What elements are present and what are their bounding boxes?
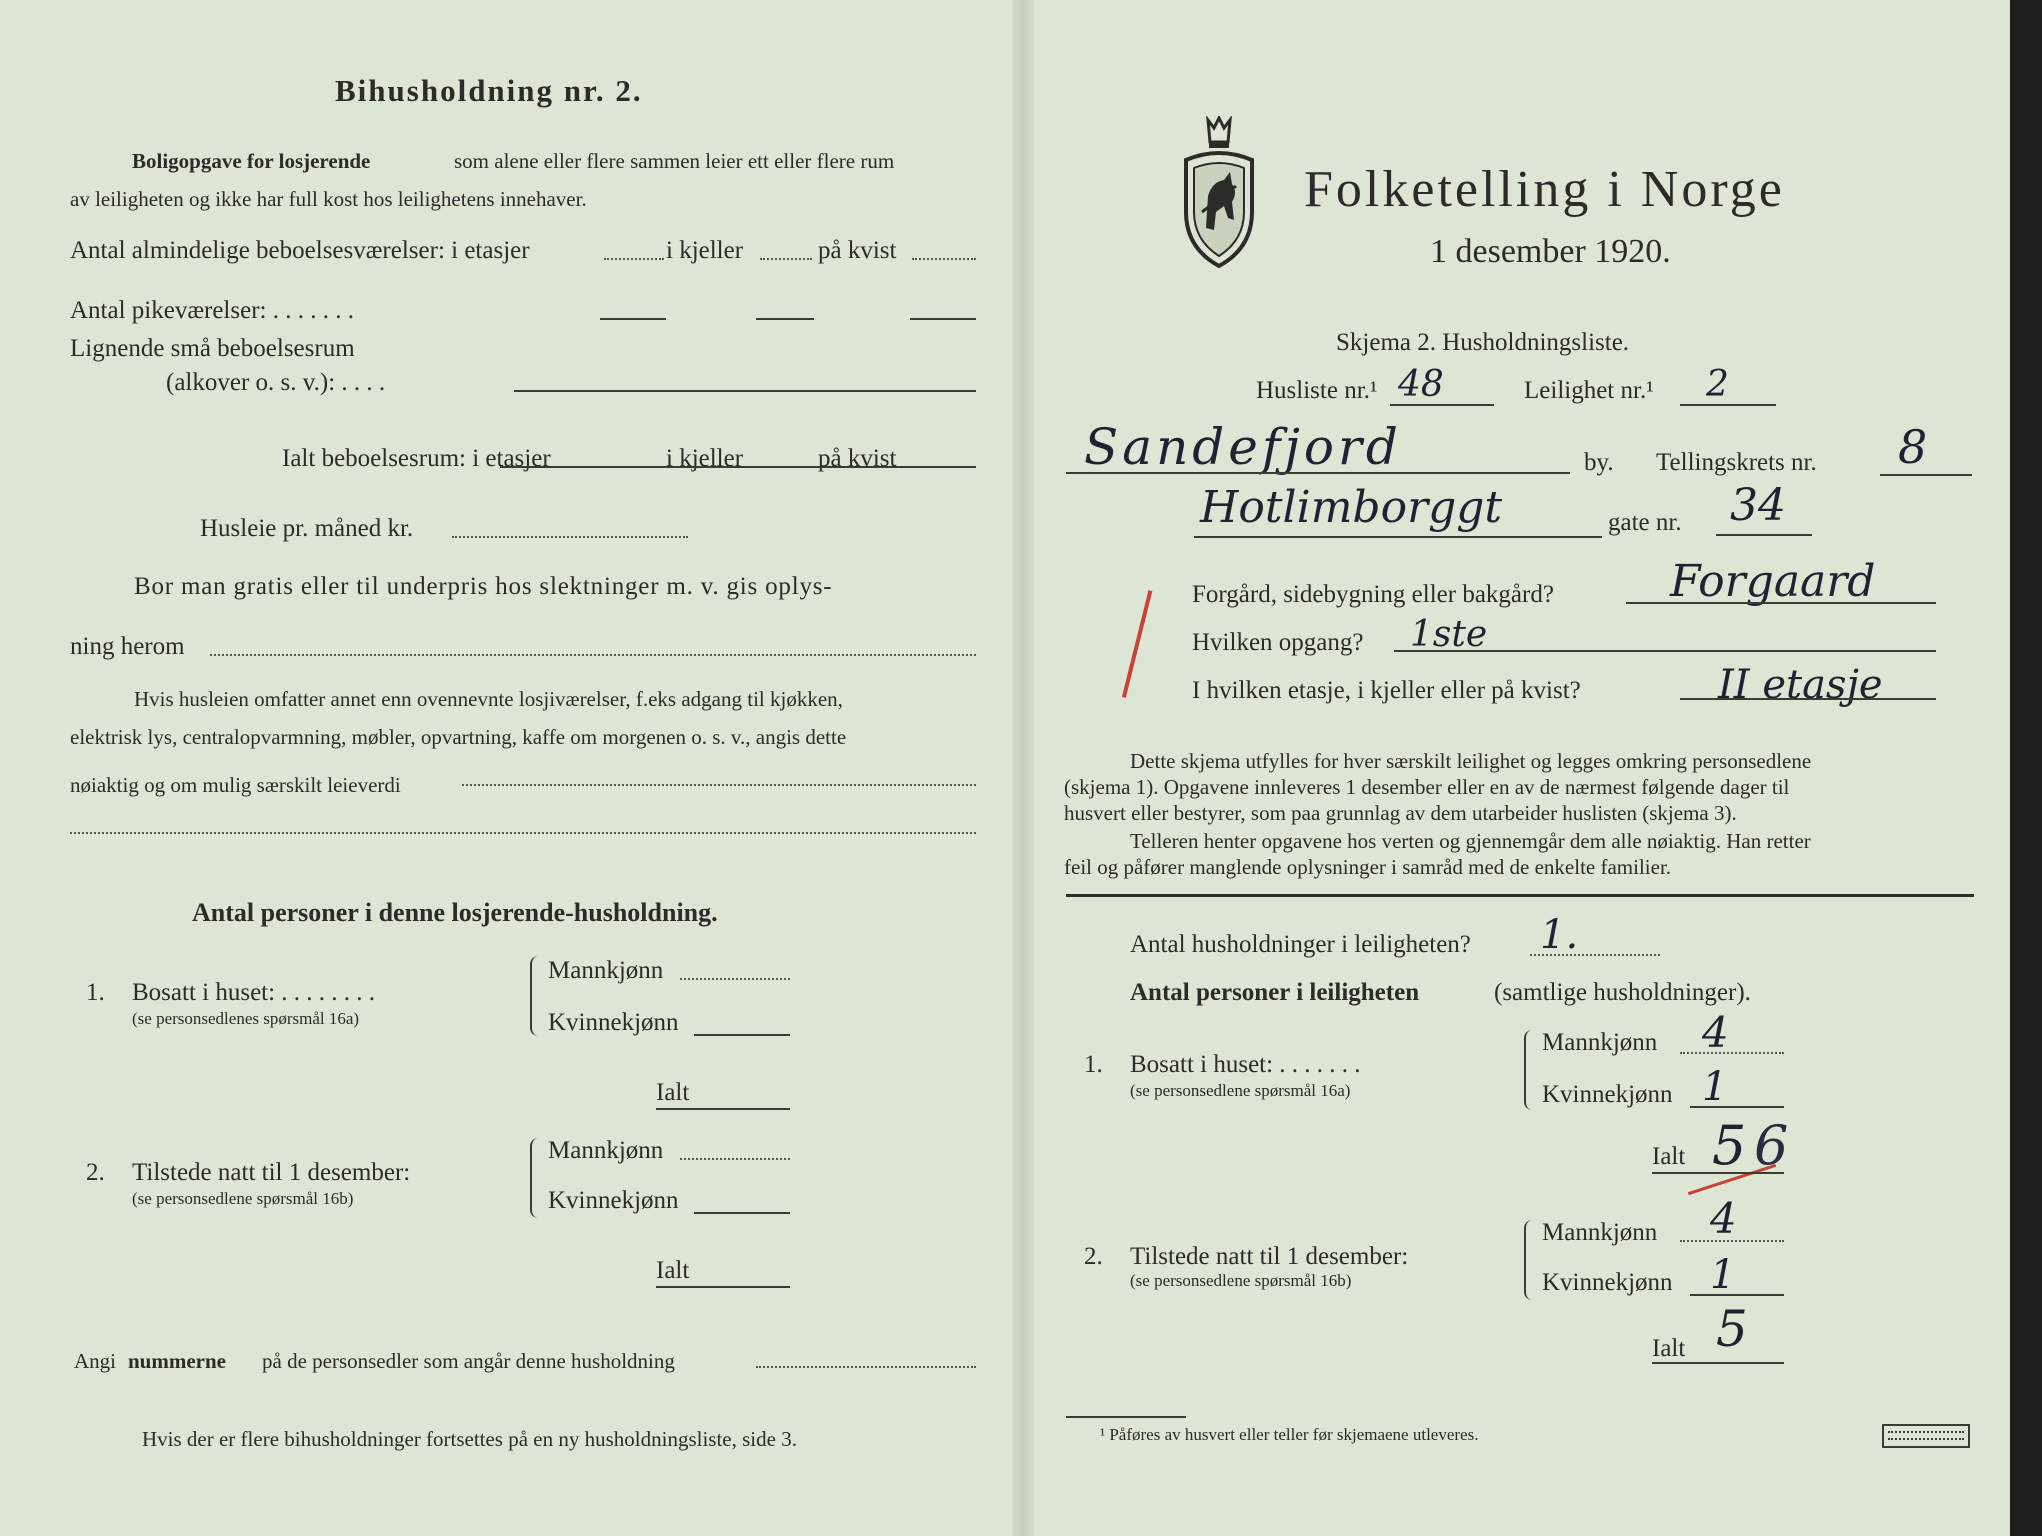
left-q1-mann-label: Mannkjønn: [548, 957, 664, 984]
ialt-kjeller-label: i kjeller: [666, 445, 744, 472]
husleie-label: Husleie pr. måned kr.: [200, 515, 414, 542]
opgang-field[interactable]: [1394, 650, 1936, 652]
antal-hush-value: 1.: [1540, 912, 1579, 958]
left-q1-num: 1.: [86, 979, 105, 1006]
gate-nr-value: 34: [1730, 480, 1786, 531]
right-q1-ialt-field[interactable]: [1652, 1172, 1784, 1174]
left-q2-kvinne-label: Kvinnekjønn: [548, 1187, 679, 1214]
right-q2-kvinne-label: Kvinnekjønn: [1542, 1269, 1673, 1296]
gate-value: Hotlimborggt: [1200, 482, 1503, 533]
lignende-label-1: Lignende små beboelsesrum: [70, 335, 355, 362]
right-q1-ialt-value: 5: [1712, 1114, 1747, 1177]
right-q1-mann-label: Mannkjønn: [1542, 1029, 1658, 1056]
red-pencil-mark-icon: [1122, 590, 1160, 700]
rooms-kjeller-label: i kjeller: [666, 237, 744, 264]
gate-field[interactable]: [1194, 536, 1602, 538]
left-title: Bihusholdning nr. 2.: [335, 73, 643, 108]
by-field[interactable]: [1066, 472, 1570, 474]
left-q1-sub: (se personsedlenes spørsmål 16a): [132, 1009, 360, 1028]
footnote-text: ¹ Påføres av husvert eller teller før skjemaene utleveres.: [1100, 1425, 1479, 1444]
bor-text-2: ning herom: [70, 633, 185, 660]
rooms-kvist-field[interactable]: [912, 258, 976, 260]
printer-stamp-icon: [1882, 1424, 1970, 1448]
right-q2-sub: (se personsedlene spørsmål 16b): [1130, 1271, 1352, 1290]
ialt-rooms-label: Ialt beboelsesrum: i etasjer: [282, 445, 551, 472]
right-q1-kvinne-value: 1: [1702, 1064, 1728, 1110]
bor-field[interactable]: [210, 654, 976, 656]
husliste-field[interactable]: [1390, 404, 1494, 406]
right-q2-num: 2.: [1084, 1243, 1103, 1270]
forgard-label: Forgård, sidebygning eller bakgård?: [1192, 581, 1554, 608]
opgang-value: 1ste: [1410, 614, 1488, 655]
left-q1-kvinne-field[interactable]: [694, 1034, 790, 1036]
rooms-label: Antal almindelige beboelsesværelser: i etasjer: [70, 237, 530, 264]
right-q2-mann-label: Mannkjønn: [1542, 1219, 1658, 1246]
pike-kjeller-field[interactable]: [756, 318, 814, 320]
left-q1-ialt-field[interactable]: [656, 1108, 790, 1110]
opgang-label: Hvilken opgang?: [1192, 629, 1364, 656]
right-date: 1 desember 1920.: [1430, 233, 1671, 270]
angi-field[interactable]: [756, 1366, 976, 1368]
antal-hush-field[interactable]: [1530, 954, 1660, 956]
left-q1-brace: [530, 956, 542, 1036]
tellingskrets-value: 8: [1898, 420, 1928, 474]
antal-hush-label: Antal husholdninger i leiligheten?: [1130, 931, 1471, 958]
section-divider: [1066, 894, 1974, 897]
left-q2-kvinne-field[interactable]: [694, 1212, 790, 1214]
instruction-2: (skjema 1). Opgavene innleveres 1 desember eller en av de nærmest følgende dager til: [1064, 775, 1790, 799]
right-q2-mann-field[interactable]: [1680, 1240, 1784, 1242]
hvis-text-2: elektrisk lys, centralopvarmning, møbler, opvartning, kaffe om morgenen o. s. v., angis dette: [70, 725, 847, 749]
page-fold: [1012, 0, 1034, 1536]
right-q2-brace: [1524, 1220, 1536, 1300]
gate-nr-field[interactable]: [1716, 534, 1812, 536]
gate-nr-label: gate nr.: [1608, 509, 1682, 536]
intro-rest-2: av leiligheten og ikke har full kost hos leilighetens innehaver.: [70, 187, 587, 211]
pike-etasje-field[interactable]: [600, 318, 666, 320]
etasje-value: II etasje: [1718, 662, 1883, 708]
rooms-kjeller-field[interactable]: [760, 258, 812, 260]
antal-pers-rest: (samtlige husholdninger).: [1494, 979, 1751, 1006]
right-q1-mann-value: 4: [1702, 1008, 1729, 1057]
angi-a: Angi: [74, 1349, 116, 1373]
by-value: Sandefjord: [1084, 418, 1402, 476]
right-q2-ialt-value: 5: [1716, 1300, 1748, 1358]
footnote-rule: [1066, 1416, 1186, 1418]
forgard-field[interactable]: [1626, 602, 1936, 604]
scan-edge: [2010, 0, 2042, 1536]
leilighet-field[interactable]: [1680, 404, 1776, 406]
husliste-value: 48: [1398, 364, 1444, 405]
right-q1-ialt-label: Ialt: [1652, 1143, 1686, 1170]
ialt-rooms-field[interactable]: [500, 466, 976, 468]
rooms-etasje-field[interactable]: [604, 258, 664, 260]
left-q1-mann-field[interactable]: [680, 978, 790, 980]
hvis-text-1: Hvis husleien omfatter annet enn ovennevnte losjiværelser, f.eks adgang til kjøkken,: [134, 687, 843, 711]
left-q2-mann-field[interactable]: [680, 1158, 790, 1160]
skjema-label: Skjema 2. Husholdningsliste.: [1336, 329, 1630, 356]
right-q1-num: 1.: [1084, 1051, 1103, 1078]
left-footer: Hvis der er flere bihusholdninger fortsettes på en ny husholdningsliste, side 3.: [142, 1427, 797, 1451]
etasje-label: I hvilken etasje, i kjeller eller på kvist?: [1192, 677, 1581, 704]
right-q2-ialt-field[interactable]: [1652, 1362, 1784, 1364]
angi-b: nummerne: [128, 1349, 226, 1373]
right-q2-label: Tilstede natt til 1 desember:: [1130, 1243, 1409, 1270]
left-q1-ialt-label: Ialt: [656, 1079, 690, 1106]
left-q2-sub: (se personsedlene spørsmål 16b): [132, 1189, 354, 1208]
leilighet-value: 2: [1706, 364, 1729, 405]
rooms-kvist-label: på kvist: [818, 237, 897, 264]
right-q2-ialt-label: Ialt: [1652, 1335, 1686, 1362]
left-q1-label: Bosatt i huset: . . . . . . . .: [132, 979, 376, 1006]
left-q1-kvinne-label: Kvinnekjønn: [548, 1009, 679, 1036]
hvis-text-3: nøiaktig og om mulig særskilt leieverdi: [70, 773, 401, 797]
left-q2-brace: [530, 1138, 542, 1218]
right-q1-sub: (se personsedlene spørsmål 16a): [1130, 1081, 1351, 1100]
angi-c: på de personsedler som angår denne husholdning: [262, 1349, 675, 1373]
husleie-field[interactable]: [452, 536, 688, 538]
antal-pers-bold: Antal personer i leiligheten: [1130, 979, 1420, 1006]
left-q2-ialt-label: Ialt: [656, 1257, 690, 1284]
right-q1-mann-field[interactable]: [1680, 1052, 1784, 1054]
leilighet-label: Leilighet nr.¹: [1524, 377, 1654, 404]
instruction-3: husvert eller bestyrer, som paa grunnlag av dem utarbeider huslisten (skjema 3).: [1064, 801, 1737, 825]
by-label: by.: [1584, 449, 1614, 476]
right-q1-kvinne-label: Kvinnekjønn: [1542, 1081, 1673, 1108]
forgard-value: Forgaard: [1670, 556, 1876, 607]
right-q2-kvinne-field[interactable]: [1690, 1294, 1784, 1296]
instruction-4: Telleren henter opgavene hos verten og gjennemgår dem alle nøiaktig. Han retter: [1130, 829, 1811, 853]
husliste-label: Husliste nr.¹: [1256, 377, 1378, 404]
right-q1-ialt-correction: 6: [1754, 1114, 1789, 1177]
left-q2-label: Tilstede natt til 1 desember:: [132, 1159, 411, 1186]
pike-kvist-field[interactable]: [910, 318, 976, 320]
right-q1-brace: [1524, 1030, 1536, 1110]
instruction-1: Dette skjema utfylles for hver særskilt leilighet og legges omkring personsedlene: [1130, 749, 1812, 773]
pike-label: Antal pikeværelser: . . . . . . .: [70, 297, 354, 324]
ialt-kvist-label: på kvist: [818, 445, 897, 472]
left-q2-num: 2.: [86, 1159, 105, 1186]
right-q1-kvinne-field[interactable]: [1690, 1106, 1784, 1108]
right-q2-mann-value: 4: [1710, 1194, 1737, 1243]
intro-bold: Boligopgave for losjerende: [132, 149, 371, 173]
intro-rest-1: som alene eller flere sammen leier ett eller flere rum: [454, 149, 895, 173]
left-q2-ialt-field[interactable]: [656, 1286, 790, 1288]
right-q1-label: Bosatt i huset: . . . . . . .: [1130, 1051, 1361, 1078]
leieverdi-field-2[interactable]: [70, 832, 976, 834]
lignende-label-2: (alkover o. s. v.): . . . .: [166, 369, 386, 396]
right-q2-kvinne-value: 1: [1710, 1252, 1736, 1298]
tellingskrets-label: Tellingskrets nr.: [1656, 449, 1817, 476]
instruction-5: feil og påfører manglende oplysninger i samråd med de enkelte familier.: [1064, 855, 1672, 879]
bor-text-1: Bor man gratis eller til underpris hos slektninger m. v. gis oplys-: [134, 573, 833, 600]
lignende-field[interactable]: [514, 390, 976, 392]
leieverdi-field[interactable]: [462, 784, 976, 786]
left-antal-heading: Antal personer i denne losjerende-husholdning.: [192, 898, 718, 927]
tellingskrets-field[interactable]: [1880, 474, 1972, 476]
etasje-field[interactable]: [1680, 698, 1936, 700]
norwegian-coat-of-arms-icon: [1178, 116, 1260, 270]
right-title: Folketelling i Norge: [1304, 161, 1785, 218]
left-q2-mann-label: Mannkjønn: [548, 1137, 664, 1164]
